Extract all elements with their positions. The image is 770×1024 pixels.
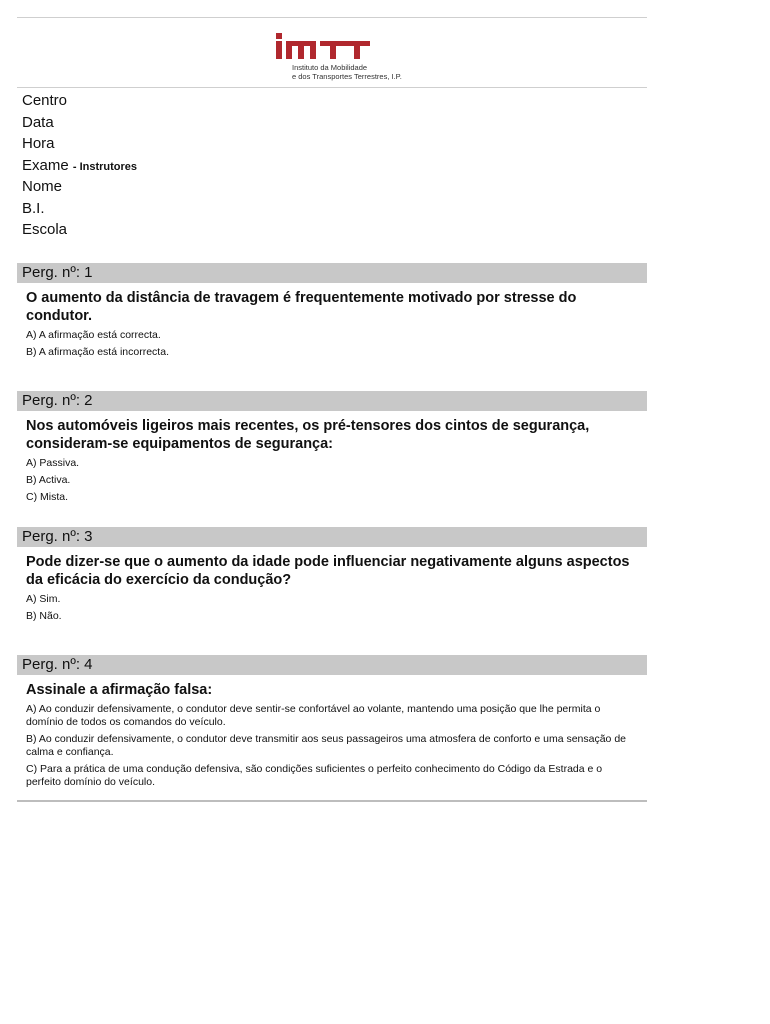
- exam-type: - Instrutores: [72, 160, 138, 173]
- field-bi: B.I.: [22, 199, 45, 217]
- field-centro: Centro: [22, 92, 68, 109]
- field-hora: Hora: [22, 135, 55, 152]
- answer-option[interactable]: B) A afirmação está incorrecta.: [26, 346, 169, 358]
- question-number: Perg. nº: 3: [17, 527, 647, 547]
- question-1: [17, 263, 647, 363]
- answer-option[interactable]: A) A afirmação está correcta.: [26, 329, 161, 341]
- question-text: Assinale a afirmação falsa:: [26, 682, 213, 698]
- answer-option[interactable]: A) Sim.: [26, 593, 61, 605]
- field-nome: Nome: [22, 178, 63, 195]
- question-number: Perg. nº: 1: [17, 263, 647, 283]
- answer-option[interactable]: B) Activa.: [26, 474, 71, 486]
- answer-option[interactable]: C) Para a prática de uma condução defensiva, são condições suficientes o perfeito conhecimento do Código da Estrada e o perfeito domínio do veículo.: [26, 763, 603, 788]
- question-2: [17, 391, 647, 508]
- top-divider: [17, 17, 647, 18]
- header-divider: [17, 87, 647, 88]
- answer-option[interactable]: B) Ao conduzir defensivamente, o condutor deve transmitir aos seus passageiros uma atmosfera de conforto e uma sensação de calma e confiança.: [26, 733, 626, 758]
- bottom-divider: [17, 800, 647, 802]
- field-escola: Escola: [22, 221, 68, 238]
- answer-option[interactable]: C) Mista.: [26, 491, 68, 503]
- answer-option[interactable]: A) Ao conduzir defensivamente, o condutor deve sentir-se confortável ao volante, mantendo uma posição que lhe permita o domínio de todos os comandos do veículo.: [26, 703, 601, 728]
- imtt-logo-mark: [274, 29, 374, 61]
- candidate-fields: [22, 90, 137, 241]
- question-text: Nos automóveis ligeiros mais recentes, os pré-tensores dos cintos de segurança, consideram-se equipamentos de segurança:: [26, 418, 590, 452]
- logo-line-2: e dos Transportes Terrestres, I.P.: [292, 72, 402, 81]
- question-text: Pode dizer-se que o aumento da idade pode influenciar negativamente alguns aspectos da eficácia do exercício da condução?: [26, 554, 630, 588]
- answer-option[interactable]: A) Passiva.: [26, 457, 80, 469]
- logo-line-1: Instituto da Mobilidade: [292, 63, 368, 72]
- field-data: Data: [22, 113, 54, 131]
- imtt-logo: [274, 29, 424, 81]
- svg-text:imtt: imtt: [274, 29, 276, 30]
- question-number: Perg. nº: 2: [17, 391, 647, 411]
- question-4: [17, 655, 647, 793]
- question-number: Perg. nº: 4: [17, 655, 647, 675]
- question-text: O aumento da distância de travagem é frequentemente motivado por stresse do condutor.: [26, 290, 577, 324]
- answer-option[interactable]: B) Não.: [26, 610, 62, 622]
- question-3: [17, 527, 647, 627]
- field-exame: Exame - Instrutores: [22, 156, 138, 174]
